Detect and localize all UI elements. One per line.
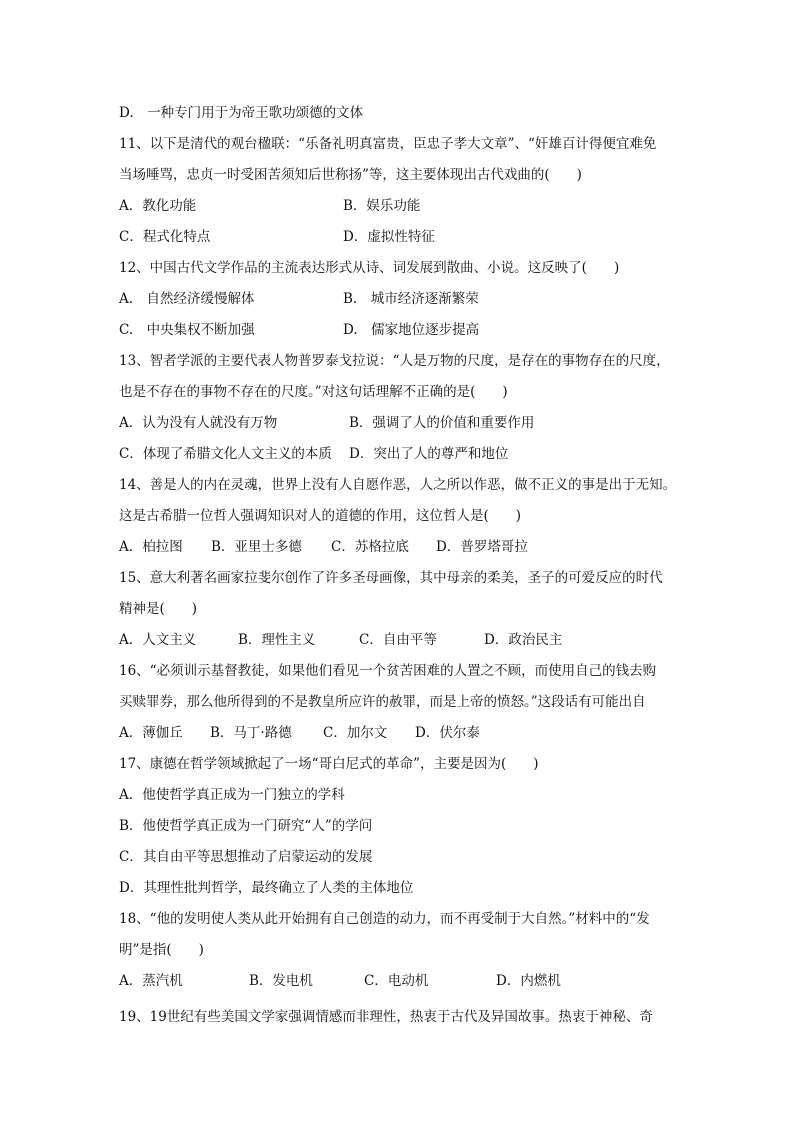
q11-option-c: C．程式化特点: [119, 229, 211, 245]
q13-stem-line1: 13、智者学派的主要代表人物普罗泰戈拉说：“人是万物的尺度，是存在的事物存在的尺度，: [119, 353, 670, 369]
q12-option-d: D. 儒家地位逐步提高: [343, 322, 480, 338]
q15-stem-line1: 15、意大利著名画家拉斐尔创作了许多圣母画像，其中母亲的柔美，圣子的可爱反应的时代: [119, 570, 663, 586]
q11-stem-line1: 11、以下是清代的观台楹联：“乐备礼明真富贵，臣忠子孝大文章”、“奸雄百计得便宜难免: [119, 136, 657, 152]
q16-stem-line2: 买赎罪券，那么他所得到的不是教皇所应许的赦罪，而是上帝的愤怒。”这段话有可能出自: [119, 694, 646, 710]
q14-option-a: A．柏拉图: [119, 539, 183, 555]
q12-option-b: B. 城市经济逐渐繁荣: [343, 291, 479, 307]
q15-option-a: A．人文主义: [119, 632, 197, 648]
q13-option-d: D．突出了人的尊严和地位: [349, 446, 509, 462]
q16-option-b: B．马丁·路德: [210, 725, 292, 741]
q11-option-a: A．教化功能: [119, 198, 197, 214]
q16-stem-line1: 16、“必须训示基督教徒，如果他们看见一个贫苦困难的人置之不顾，而使用自己的钱去购: [119, 663, 657, 679]
q14-stem-line2: 这是古希腊一位哲人强调知识对人的道德的作用，这位哲人是( ): [119, 508, 522, 524]
q15-stem-line2: 精神是( ): [119, 601, 198, 617]
q15-option-d: D．政治民主: [484, 632, 563, 648]
q12-option-a: A. 自然经济缓慢解体: [119, 291, 255, 307]
q13-stem-line2: 也是不存在的事物不存在的尺度。”对这句话理解不正确的是( ): [119, 384, 508, 400]
q18-stem-line2: 明”是指( ): [119, 942, 204, 958]
q14-option-c: C．苏格拉底: [331, 539, 409, 555]
q17-option-a: A．他使哲学真正成为一门独立的学科: [119, 787, 345, 803]
q12-stem-line1: 12、中国古代文学作品的主流表达形式从诗、词发展到散曲、小说。这反映了( ): [119, 260, 620, 276]
q13-option-a: A．认为没有人就没有万物: [119, 415, 278, 431]
q17-stem-line1: 17、康德在哲学领域掀起了一场“哥白尼式的革命”，主要是因为( ): [119, 756, 539, 772]
q18-option-d: D．内燃机: [496, 973, 561, 989]
q17-option-d: D．其理性批判哲学，最终确立了人类的主体地位: [119, 880, 414, 896]
q17-option-c: C．其自由平等思想推动了启蒙运动的发展: [119, 849, 373, 865]
q12-option-c: C. 中央集权不断加强: [119, 322, 255, 338]
q16-option-a: A．薄伽丘: [119, 725, 183, 741]
q13-option-c: C．体现了希腊文化人文主义的本质: [119, 446, 332, 462]
q18-option-c: C．电动机: [364, 973, 429, 989]
q15-option-c: C．自由平等: [359, 632, 437, 648]
q16-option-d: D．伏尔泰: [415, 725, 480, 741]
q18-stem-line1: 18、“他的发明使人类从此开始拥有自己创造的动力，而不再受制于大自然。”材料中的“发: [119, 911, 650, 927]
q18-option-b: B．发电机: [249, 973, 313, 989]
q13-option-b: B．强调了人的价值和重要作用: [349, 415, 535, 431]
q14-option-d: D．普罗塔哥拉: [436, 539, 528, 555]
q11-option-d: D．虚拟性特征: [343, 229, 435, 245]
q18-option-a: A．蒸汽机: [119, 973, 183, 989]
q14-option-b: B．亚里士多德: [211, 539, 302, 555]
q16-option-c: C．加尔文: [323, 725, 388, 741]
q11-option-b: B．娱乐功能: [343, 198, 421, 214]
q19-stem-line1: 19、19世纪有些美国文学家强调情感而非理性，热衷于古代及异国故事。热衷于神秘、奇: [119, 1009, 653, 1025]
q10-option-d: D. 一种专门用于为帝王歌功颂德的文体: [119, 105, 364, 121]
q11-stem-line2: 当场唾骂，忠贞一时受困苦须知后世称扬”等，这主要体现出古代戏曲的( ): [119, 167, 582, 183]
q14-stem-line1: 14、善是人的内在灵魂，世界上没有人自愿作恶，人之所以作恶，做不正义的事是出于无知。: [119, 477, 677, 493]
q15-option-b: B．理性主义: [238, 632, 316, 648]
q17-option-b: B．他使哲学真正成为一门研究“人”的学问: [119, 818, 373, 834]
